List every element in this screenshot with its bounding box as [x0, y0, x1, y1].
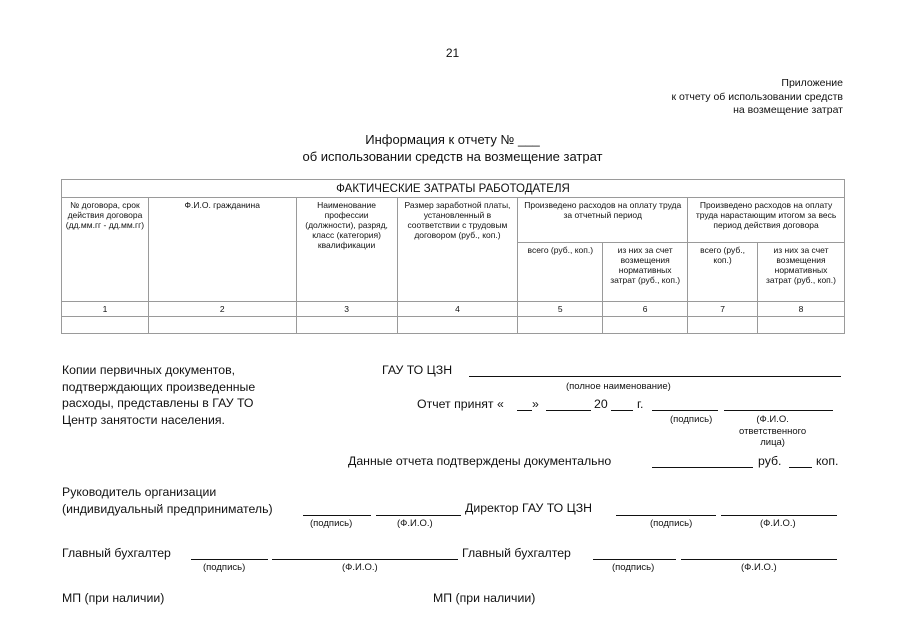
appendix-line-3: на возмещение затрат — [733, 104, 843, 116]
report-signature-hint: (подпись) — [670, 414, 713, 425]
column-number: 2 — [148, 302, 296, 317]
confirmed-rub-label: руб. — [758, 454, 782, 468]
stamp-right: МП (при наличии) — [433, 591, 536, 605]
empty-cell[interactable] — [62, 317, 149, 334]
header-period-total: всего (руб., коп.) — [518, 243, 603, 302]
employer-costs-table — [61, 179, 845, 334]
report-fio-field[interactable] — [724, 410, 833, 411]
report-day-field[interactable] — [517, 410, 532, 411]
copies-note-line-3: расходы, представлены в ГАУ ТО — [62, 396, 254, 410]
empty-cell[interactable] — [518, 317, 603, 334]
table-row — [62, 317, 845, 334]
report-fio-hint-line-2: ответственного — [739, 425, 807, 437]
document-title-line-2: об использовании средств на возмещение затрат — [302, 149, 603, 164]
director-signature-hint: (подпись) — [650, 518, 693, 529]
header-fio: Ф.И.О. гражданина — [148, 198, 296, 302]
head-label — [62, 484, 273, 517]
confirmed-rub-field[interactable] — [652, 467, 753, 468]
director-signature-field[interactable] — [616, 515, 716, 516]
report-year-suffix: г. — [637, 397, 644, 411]
column-number: 1 — [62, 302, 149, 317]
chief-accountant-left-fio-field[interactable] — [272, 559, 458, 560]
head-label-line-1: Руководитель организации — [62, 485, 217, 499]
chief-accountant-left-label: Главный бухгалтер — [62, 546, 171, 560]
header-profession: Наименование профессии (должности), разряд, класс (категория) квалификации — [296, 198, 397, 302]
report-fio-hint-line-3: лица) — [760, 437, 785, 448]
agency-full-name-hint: (полное наименование) — [566, 381, 671, 392]
header-contract: № договора, срок действия договора (дд.мм.гг - дд.мм.гг) — [62, 198, 149, 302]
header-cumulative-norm: из них за счет возмещения нормативных затрат (руб., коп.) — [758, 243, 845, 302]
column-number: 7 — [688, 302, 758, 317]
chief-accountant-left-signature-hint: (подпись) — [203, 562, 246, 573]
confirmed-text: Данные отчета подтверждены документально — [348, 454, 612, 468]
report-accepted-prefix: Отчет принят « — [417, 397, 504, 411]
confirmed-kop-field[interactable] — [789, 467, 812, 468]
column-number: 5 — [518, 302, 603, 317]
chief-accountant-right-label: Главный бухгалтер — [462, 546, 571, 560]
empty-cell[interactable] — [397, 317, 518, 334]
director-label: Директор ГАУ ТО ЦЗН — [465, 501, 593, 515]
column-number: 6 — [603, 302, 688, 317]
report-fio-hint — [739, 414, 806, 449]
copies-note — [62, 362, 255, 428]
empty-cell[interactable] — [296, 317, 397, 334]
appendix-note — [671, 77, 843, 118]
chief-accountant-right-fio-field[interactable] — [681, 559, 837, 560]
chief-accountant-right-fio-hint: (Ф.И.О.) — [741, 562, 777, 573]
header-period-norm: из них за счет возмещения нормативных затрат (руб., коп.) — [603, 243, 688, 302]
empty-cell[interactable] — [688, 317, 758, 334]
column-number: 4 — [397, 302, 518, 317]
copies-note-line-1: Копии первичных документов, — [62, 363, 236, 377]
chief-accountant-left-signature-field[interactable] — [191, 559, 268, 560]
stamp-left: МП (при наличии) — [62, 591, 165, 605]
chief-accountant-left-fio-hint: (Ф.И.О.) — [342, 562, 378, 573]
header-cumulative-total: всего (руб., коп.) — [688, 243, 758, 302]
document-title-line-1: Информация к отчету № ___ — [365, 132, 540, 147]
head-label-line-2: (индивидуальный предприниматель) — [62, 501, 273, 516]
report-fio-hint-line-1: (Ф.И.О. — [756, 414, 789, 425]
empty-cell[interactable] — [148, 317, 296, 334]
report-month-field[interactable] — [546, 410, 591, 411]
director-fio-field[interactable] — [721, 515, 837, 516]
report-accepted-mid: » — [532, 397, 539, 411]
header-salary: Размер заработной платы, установленный в соответствии с трудовым договором (руб., коп.) — [397, 198, 518, 302]
copies-note-line-4: Центр занятости населения. — [62, 412, 225, 427]
head-fio-hint: (Ф.И.О.) — [397, 518, 433, 529]
chief-accountant-right-signature-hint: (подпись) — [612, 562, 655, 573]
column-number: 3 — [296, 302, 397, 317]
head-signature-hint: (подпись) — [310, 518, 353, 529]
report-signature-field[interactable] — [652, 410, 718, 411]
agency-name-field[interactable] — [469, 376, 841, 377]
table-caption: ФАКТИЧЕСКИЕ ЗАТРАТЫ РАБОТОДАТЕЛЯ — [62, 180, 845, 198]
header-cumulative-group: Произведено расходов на оплату труда нарастающим итогом за весь период действия договора — [688, 198, 845, 243]
copies-note-line-2: подтверждающих произведенные — [62, 379, 256, 394]
report-year-field[interactable] — [611, 410, 633, 411]
head-fio-field[interactable] — [376, 515, 461, 516]
column-number: 8 — [758, 302, 845, 317]
agency-label: ГАУ ТО ЦЗН — [382, 363, 453, 377]
head-signature-field[interactable] — [303, 515, 371, 516]
page-number: 21 — [445, 46, 460, 60]
confirmed-kop-label: коп. — [816, 454, 839, 468]
chief-accountant-right-signature-field[interactable] — [593, 559, 676, 560]
header-period-group: Произведено расходов на оплату труда за отчетный период — [518, 198, 688, 243]
empty-cell[interactable] — [758, 317, 845, 334]
appendix-line-1: Приложение — [781, 77, 843, 89]
director-fio-hint: (Ф.И.О.) — [760, 518, 796, 529]
appendix-line-2: к отчету об использовании средств — [671, 90, 843, 103]
report-year-prefix: 20 — [594, 397, 608, 411]
empty-cell[interactable] — [603, 317, 688, 334]
